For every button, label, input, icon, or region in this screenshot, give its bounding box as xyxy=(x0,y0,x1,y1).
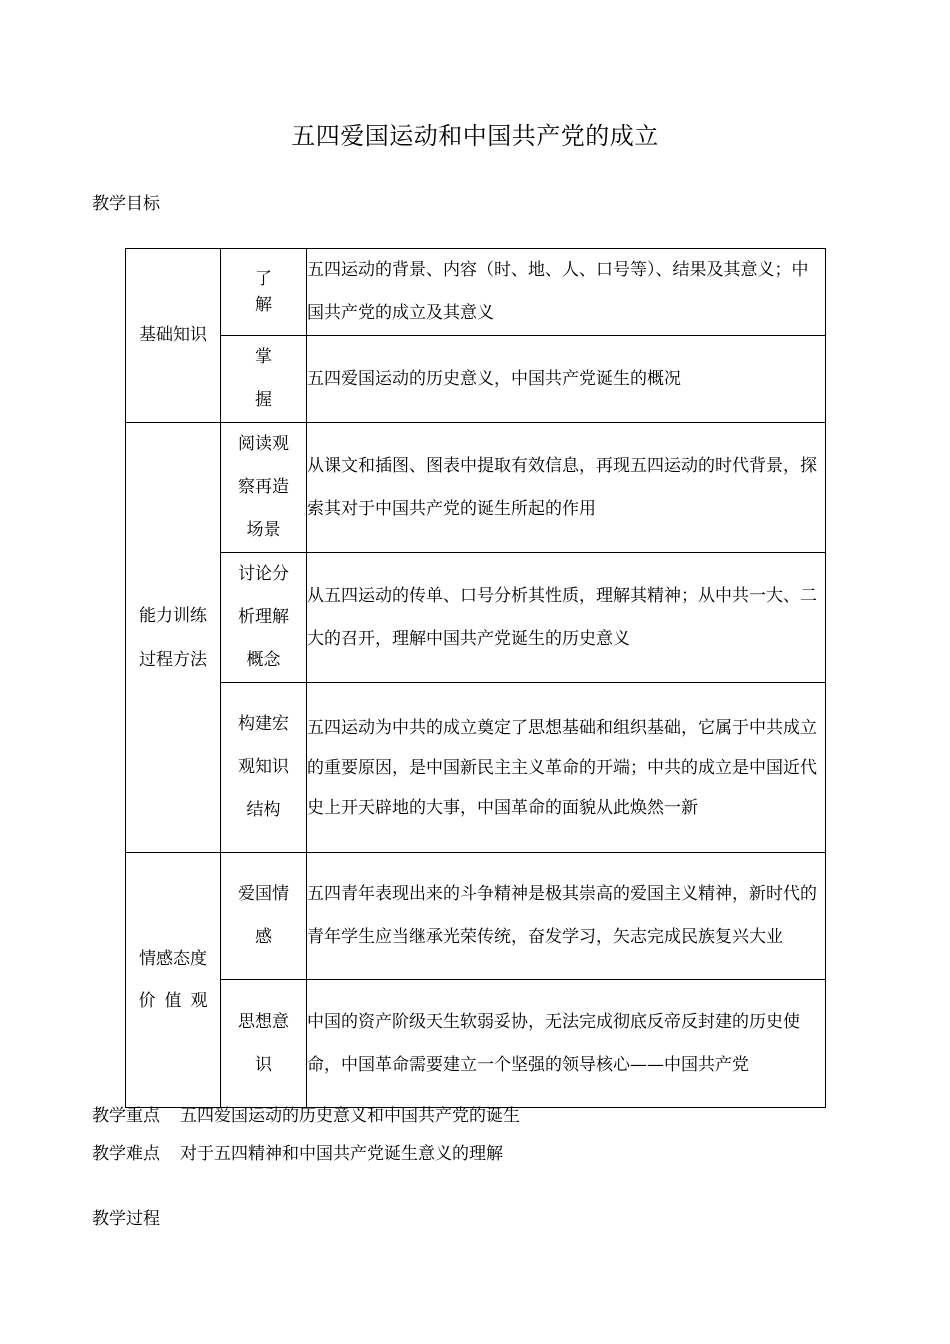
teaching-goals-table xyxy=(125,248,826,1108)
table-row xyxy=(126,336,826,423)
goals-heading: 教学目标 xyxy=(92,194,160,214)
content-ideological-awareness: 中国的资产阶级天生软弱妥协，无法完成彻底反帝反封建的历史使命，中国革命需要建立一个坚强的领导核心——中国共产党 xyxy=(307,980,826,1108)
table-row xyxy=(126,683,826,853)
table-row xyxy=(126,853,826,980)
category-ability-process: 能力训练 过程方法 xyxy=(126,423,221,853)
label-patriotic-feeling: 爱国情 感 xyxy=(221,853,307,980)
page-title: 五四爱国运动和中国共产党的成立 xyxy=(291,122,659,150)
process-heading: 教学过程 xyxy=(92,1209,160,1229)
category-emotion-values: 情感态度 价值观 xyxy=(126,853,221,1108)
key-point-text: 五四爱国运动的历史意义和中国共产党的诞生 xyxy=(180,1106,520,1126)
label-knowledge-structure: 构建宏 观知识 结构 xyxy=(221,683,307,853)
content-knowledge-structure: 五四运动为中共的成立奠定了思想基础和组织基础，它属于中共成立的重要原因，是中国新民主主义革命的开端；中共的成立是中国近代史上开天辟地的大事，中国革命的面貌从此焕然一新 xyxy=(307,683,826,853)
label-ideological-awareness: 思想意 识 xyxy=(221,980,307,1108)
content-discussion-analysis: 从五四运动的传单、口号分析其性质，理解其精神；从中共一大、二大的召开，理解中国共产党诞生的历史意义 xyxy=(307,553,826,683)
content-reading-observation: 从课文和插图、图表中提取有效信息，再现五四运动的时代背景，探索其对于中国共产党的诞生所起的作用 xyxy=(307,423,826,553)
label-reading-observation: 阅读观 察再造 场景 xyxy=(221,423,307,553)
content-master: 五四爱国运动的历史意义，中国共产党诞生的概况 xyxy=(307,336,826,423)
difficulty-label: 教学难点 xyxy=(92,1144,160,1164)
category-basic-knowledge: 基础知识 xyxy=(126,249,221,423)
table-row xyxy=(126,249,826,336)
table-row xyxy=(126,980,826,1108)
label-master: 掌 握 xyxy=(221,336,307,423)
table-row xyxy=(126,553,826,683)
difficulty-line xyxy=(92,1139,503,1164)
label-discussion-analysis: 讨论分 析理解 概念 xyxy=(221,553,307,683)
difficulty-text: 对于五四精神和中国共产党诞生意义的理解 xyxy=(180,1144,503,1164)
key-point-line xyxy=(92,1101,520,1126)
table-row xyxy=(126,423,826,553)
label-understand: 了 解 xyxy=(221,249,307,336)
key-point-label: 教学重点 xyxy=(92,1106,160,1126)
content-patriotic-feeling: 五四青年表现出来的斗争精神是极其崇高的爱国主义精神，新时代的青年学生应当继承光荣传统，奋发学习，矢志完成民族复兴大业 xyxy=(307,853,826,980)
content-understand: 五四运动的背景、内容（时、地、人、口号等）、结果及其意义；中国共产党的成立及其意义 xyxy=(307,249,826,336)
